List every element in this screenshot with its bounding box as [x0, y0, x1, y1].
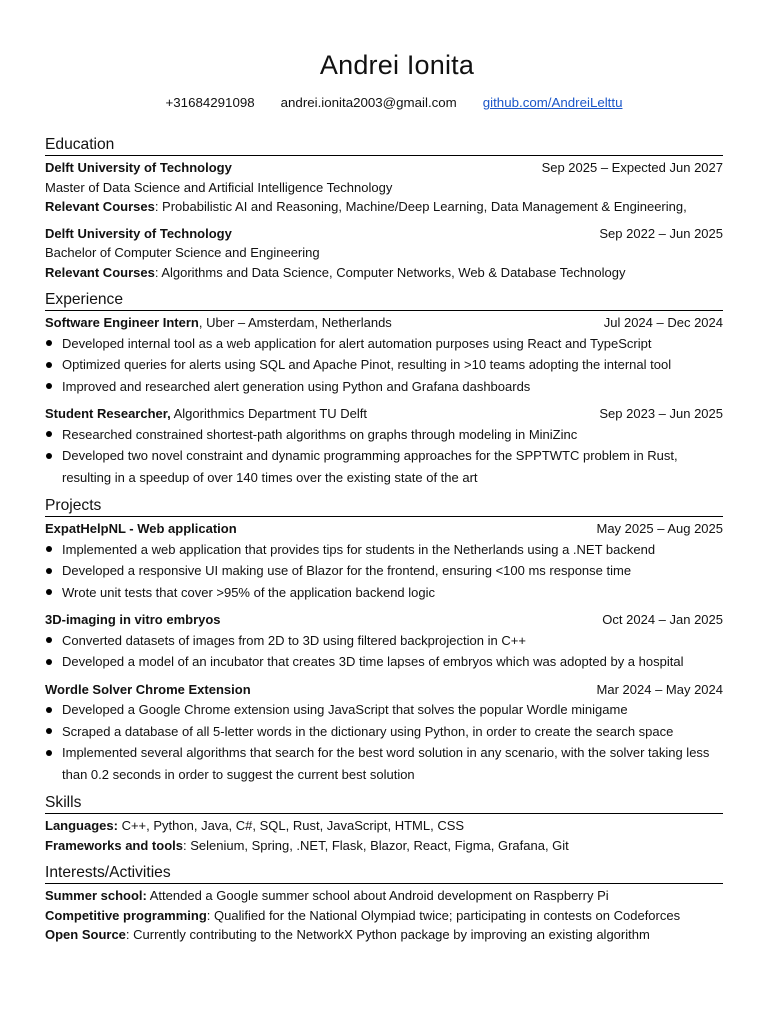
education-dates: Sep 2025 – Expected Jun 2027 [541, 160, 723, 175]
project-dates: May 2025 – Aug 2025 [596, 521, 723, 536]
list-item: Developed two novel constraint and dynamic programming approaches for the SPPTWTC problem in Rust, resulting in a speedup of over 140 times over the existing state of the art [45, 445, 723, 488]
github-link[interactable]: github.com/AndreiLelttu [482, 95, 623, 110]
project-entry [45, 610, 723, 673]
experience-section [45, 291, 723, 488]
list-item: Implemented a web application that provides tips for students in the Netherlands using a .NET backend [45, 539, 723, 561]
section-title-interests: Interests/Activities [45, 864, 723, 884]
education-entry [45, 158, 723, 217]
list-item: Scraped a database of all 5-letter words in the dictionary using Python, in order to create the search space [45, 721, 723, 743]
skills-section [45, 794, 723, 855]
interest-summer-school: Summer school: Attended a Google summer school about Android development on Raspberry Pi [45, 888, 609, 903]
phone-number: +31684291098 [165, 95, 255, 110]
project-entry [45, 519, 723, 603]
relevant-courses: Relevant Courses: Algorithms and Data Science, Computer Networks, Web & Database Technology [45, 264, 626, 280]
education-entry [45, 224, 723, 283]
project-name: ExpatHelpNL - Web application [45, 521, 237, 536]
projects-section [45, 497, 723, 785]
job-title: Student Researcher, Algorithmics Department TU Delft [45, 406, 367, 421]
job-dates: Sep 2023 – Jun 2025 [599, 406, 723, 421]
list-item: Improved and researched alert generation using Python and Grafana dashboards [45, 376, 723, 398]
skills-frameworks: Frameworks and tools: Selenium, Spring, .NET, Flask, Blazor, React, Figma, Grafana, Git [45, 837, 569, 853]
project-dates: Oct 2024 – Jan 2025 [602, 612, 723, 627]
bullet-list [45, 333, 723, 398]
education-section [45, 136, 723, 282]
section-title-education: Education [45, 136, 723, 156]
school-name: Delft University of Technology [45, 160, 232, 175]
list-item: Optimized queries for alerts using SQL and Apache Pinot, resulting in >10 teams adopting the internal tool [45, 354, 723, 376]
bullet-list [45, 539, 723, 604]
degree: Bachelor of Computer Science and Engineering [45, 245, 320, 260]
school-name: Delft University of Technology [45, 225, 232, 241]
resume-page [45, 50, 723, 954]
section-title-experience: Experience [45, 291, 723, 311]
education-dates: Sep 2022 – Jun 2025 [599, 225, 723, 241]
list-item: Researched constrained shortest-path algorithms on graphs through modeling in MiniZinc [45, 424, 723, 446]
section-title-skills: Skills [45, 794, 723, 814]
list-item: Developed a responsive UI making use of Blazor for the frontend, ensuring <100 ms response time [45, 560, 723, 582]
experience-entry [45, 404, 723, 488]
list-item: Wrote unit tests that cover >95% of the application backend logic [45, 582, 723, 604]
bullet-list [45, 424, 723, 489]
list-item: Developed internal tool as a web application for alert automation purposes using React and TypeScript [45, 333, 723, 355]
project-name: Wordle Solver Chrome Extension [45, 681, 251, 697]
interest-competitive-programming: Competitive programming: Qualified for the National Olympiad twice; participating in contests on Codeforces [45, 907, 681, 923]
project-name: 3D-imaging in vitro embryos [45, 612, 221, 627]
degree: Master of Data Science and Artificial Intelligence Technology [45, 179, 393, 195]
job-dates: Jul 2024 – Dec 2024 [603, 315, 723, 330]
experience-entry [45, 313, 723, 397]
section-title-projects: Projects [45, 497, 723, 517]
list-item: Implemented several algorithms that search for the best word solution in any scenario, with the solver taking less than 0.2 seconds in order to suggest the current best solution [45, 742, 723, 785]
email-address: andrei.ionita2003@gmail.com [280, 95, 457, 110]
list-item: Developed a model of an incubator that creates 3D time lapses of embryos which was adopted by a hospital [45, 651, 723, 673]
bullet-list [45, 699, 723, 785]
list-item: Converted datasets of images from 2D to 3D using filtered backprojection in C++ [45, 630, 723, 652]
project-entry [45, 680, 723, 786]
contact-line [45, 95, 723, 110]
skills-languages: Languages: C++, Python, Java, C#, SQL, Rust, JavaScript, HTML, CSS [45, 818, 465, 833]
interest-open-source: Open Source: Currently contributing to the NetworkX Python package by improving an existing algorithm [45, 927, 650, 942]
candidate-name: Andrei Ionita [319, 50, 475, 80]
bullet-list [45, 630, 723, 673]
relevant-courses: Relevant Courses: Probabilistic AI and Reasoning, Machine/Deep Learning, Data Management & Engineering, [45, 199, 687, 214]
job-title: Software Engineer Intern, Uber – Amsterdam, Netherlands [45, 315, 392, 330]
interests-section [45, 864, 723, 945]
project-dates: Mar 2024 – May 2024 [596, 681, 723, 697]
list-item: Developed a Google Chrome extension using JavaScript that solves the popular Wordle minigame [45, 699, 723, 721]
